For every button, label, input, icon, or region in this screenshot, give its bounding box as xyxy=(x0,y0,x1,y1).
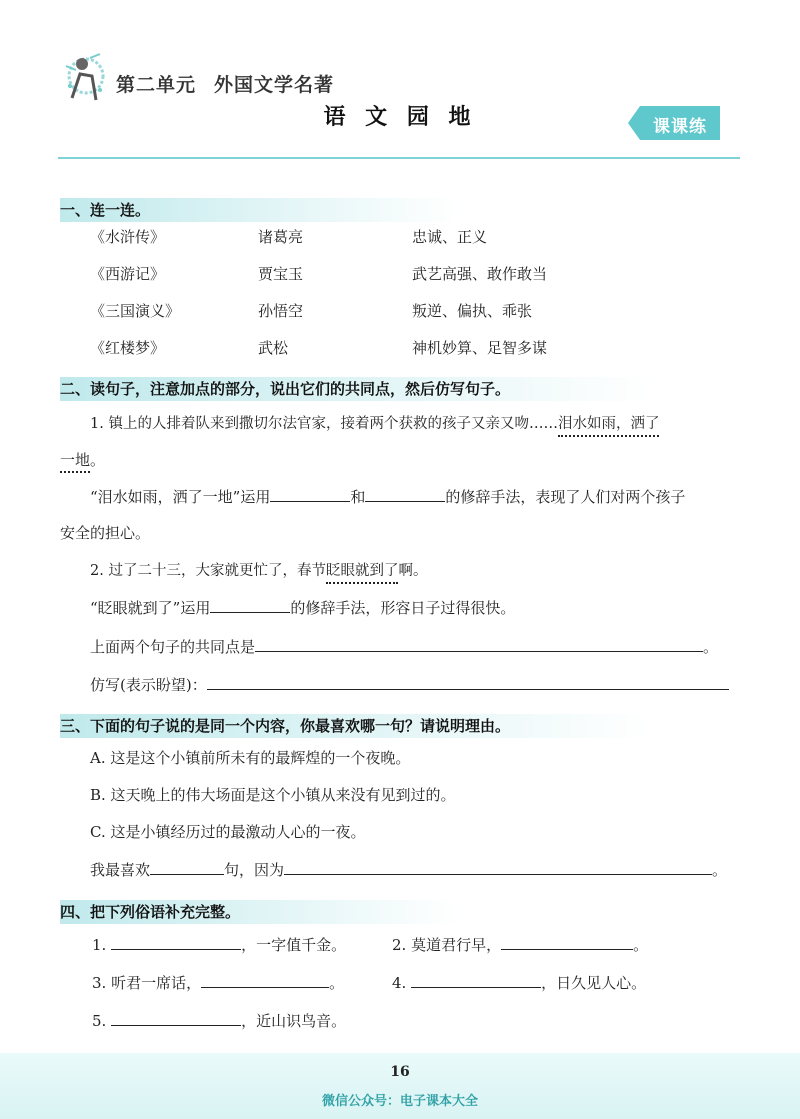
blank-input[interactable] xyxy=(501,935,633,950)
page-title: 语 文 园 地 xyxy=(323,104,477,130)
blank-input[interactable] xyxy=(411,973,541,988)
sentence-2: 2. 过了二十三，大家就更忙了，春节眨眼就到了啊。 xyxy=(90,561,427,584)
unit-title xyxy=(116,70,334,97)
option-b: B. 这天晚上的伟大场面是这个小镇从来没有见到过的。 xyxy=(90,786,456,804)
question-3: 上面两个句子的共同点是 。 xyxy=(90,638,719,656)
option-a: A. 这是这个小镇前所未有的最辉煌的一个夜晚。 xyxy=(90,749,411,767)
trait-4: 神机妙算、足智多谋 xyxy=(412,339,548,357)
trait-1: 忠诚、正义 xyxy=(412,228,488,246)
header-divider xyxy=(58,157,740,159)
trait-3: 叛逆、偏执、乖张 xyxy=(412,302,533,320)
answer-line[interactable] xyxy=(284,860,712,875)
wechat-credit: 微信公众号：电子课本大全 xyxy=(321,1094,478,1109)
book-1: 《水浒传》 xyxy=(90,228,166,246)
proverb-3: 3. 听君一席话， 。 xyxy=(92,974,345,992)
unit-topic: 外国文学名著 xyxy=(214,74,335,96)
mascot-logo-icon xyxy=(60,46,108,108)
question-1-wrap: 安全的担心。 xyxy=(60,524,151,542)
proverb-1: 1. ，一字值千金。 xyxy=(92,936,347,954)
tag-label: 课课练 xyxy=(653,117,707,137)
character-4: 武松 xyxy=(258,339,289,357)
option-c: C. 这是小镇经历过的最激动人心的一夜。 xyxy=(90,823,366,841)
proverb-2: 2. 莫道君行早， 。 xyxy=(392,936,649,954)
blank-input[interactable] xyxy=(111,1011,241,1026)
question-2: “眨眼就到了”运用 的修辞手法，形容日子过得很快。 xyxy=(90,599,516,617)
section3-heading: 三、下面的句子说的是同一个内容，你最喜欢哪一句？请说明理由。 xyxy=(60,714,680,738)
dotted-phrase-2: 眨眼就到了 xyxy=(326,561,399,584)
blank-input[interactable] xyxy=(150,860,224,875)
sentence-1: 1. 镇上的人排着队来到撒切尔法官家，接着两个获救的孩子又亲又吻……泪水如雨，洒了 xyxy=(90,414,659,437)
character-2: 贾宝玉 xyxy=(258,265,304,283)
question-1: “泪水如雨，洒了一地”运用 和 的修辞手法，表现了人们对两个孩子 xyxy=(90,488,686,506)
blank-input[interactable] xyxy=(270,487,350,502)
blank-input[interactable] xyxy=(111,935,241,950)
answer-favorite: 我最喜欢 句，因为 。 xyxy=(90,861,728,879)
blank-input[interactable] xyxy=(210,598,290,613)
blank-input[interactable] xyxy=(365,487,445,502)
book-2: 《西游记》 xyxy=(90,265,166,283)
character-3: 孙悟空 xyxy=(258,302,304,320)
trait-2: 武艺高强、敢作敢当 xyxy=(412,265,548,283)
blank-input[interactable] xyxy=(201,973,329,988)
question-4: 仿写(表示盼望)： xyxy=(90,675,729,695)
sentence-1-wrap: 一地。 xyxy=(60,450,105,473)
page-number: 16 xyxy=(390,1064,410,1080)
section2-heading: 二、读句子，注意加点的部分，说出它们的共同点，然后仿写句子。 xyxy=(60,377,680,401)
section4-heading: 四、把下列俗语补充完整。 xyxy=(60,900,480,924)
dotted-phrase-1: 泪水如雨，洒了 xyxy=(558,414,660,437)
book-4: 《红楼梦》 xyxy=(90,339,166,357)
unit-label: 第二单元 xyxy=(116,74,197,96)
proverb-5: 5. ，近山识鸟音。 xyxy=(92,1012,347,1030)
answer-line[interactable] xyxy=(255,637,703,652)
character-1: 诸葛亮 xyxy=(258,228,304,246)
proverb-4: 4. ，日久见人心。 xyxy=(392,974,647,992)
answer-line[interactable] xyxy=(207,675,729,690)
footer-band xyxy=(0,1053,800,1119)
section1-heading: 一、连一连。 xyxy=(60,198,480,222)
book-3: 《三国演义》 xyxy=(90,302,181,320)
dotted-phrase-1-wrap: 一地 xyxy=(60,450,90,473)
